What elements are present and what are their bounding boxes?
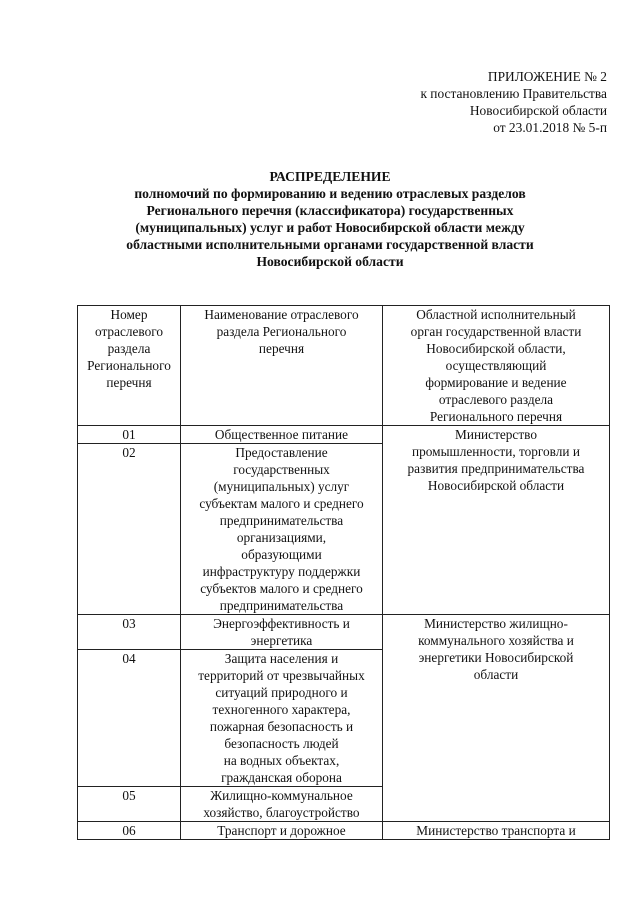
- table-header-row: [78, 306, 610, 426]
- appendix-date: от 23.01.2018 № 5-п: [493, 120, 607, 135]
- row-section-name: Жилищно-коммунальное хозяйство, благоустройство: [181, 787, 383, 822]
- title-line-3: (муниципальных) услуг и работ Новосибирской области между: [135, 220, 525, 235]
- appendix-region: Новосибирской области: [469, 103, 607, 118]
- row-number: 05: [78, 787, 181, 822]
- appendix-number: ПРИЛОЖЕНИЕ № 2: [487, 69, 607, 84]
- row-section-name: Общественное питание: [181, 426, 383, 444]
- row-section-name: Предоставление государственных (муниципальных) услуг субъектам малого и среднего предпринимательства организациями, образующими инфраструктуру поддержки субъектов малого и среднего предпринимательства: [181, 444, 383, 615]
- row-section-name: Энергоэффективность и энергетика: [181, 615, 383, 650]
- row-executive-body: Министерство транспорта и: [383, 822, 610, 840]
- row-section-name: Транспорт и дорожное: [181, 822, 383, 840]
- header-executive-body: Областной исполнительный орган государственной власти Новосибирской области, осуществляющий формирование и ведение отраслевого раздела Регионального перечня: [383, 306, 610, 426]
- title-heading: РАСПРЕДЕЛЕНИЕ: [269, 169, 391, 184]
- header-section-number: Номер отраслевого раздела Регионального перечня: [78, 306, 181, 426]
- title-line-2: Регионального перечня (классификатора) государственных: [146, 203, 514, 218]
- appendix-resolution: к постановлению Правительства: [420, 86, 607, 101]
- row-number: 03: [78, 615, 181, 650]
- header-section-name: Наименование отраслевого раздела Регионального перечня: [181, 306, 383, 426]
- title-line-4: областными исполнительными органами государственной власти: [126, 237, 534, 252]
- row-number: 06: [78, 822, 181, 840]
- row-number: 04: [78, 650, 181, 787]
- title-line-1: полномочий по формированию и ведению отраслевых разделов: [134, 186, 526, 201]
- row-section-name: Защита населения и территорий от чрезвычайных ситуаций природного и техногенного характера, пожарная безопасность и безопасность людей на водных объектах, гражданская оборона: [181, 650, 383, 787]
- row-executive-body: Министерство жилищно- коммунального хозяйства и энергетики Новосибирской области: [383, 615, 610, 822]
- appendix-header: [392, 68, 607, 136]
- row-number: 01: [78, 426, 181, 444]
- row-number: 02: [78, 444, 181, 615]
- table-row: [78, 615, 610, 650]
- title-line-5: Новосибирской области: [256, 254, 404, 269]
- table-row: [78, 426, 610, 444]
- distribution-table: [77, 305, 610, 840]
- table-row: [78, 822, 610, 840]
- row-executive-body: Министерство промышленности, торговли и развития предпринимательства Новосибирской области: [383, 426, 610, 615]
- document-title: [80, 168, 580, 270]
